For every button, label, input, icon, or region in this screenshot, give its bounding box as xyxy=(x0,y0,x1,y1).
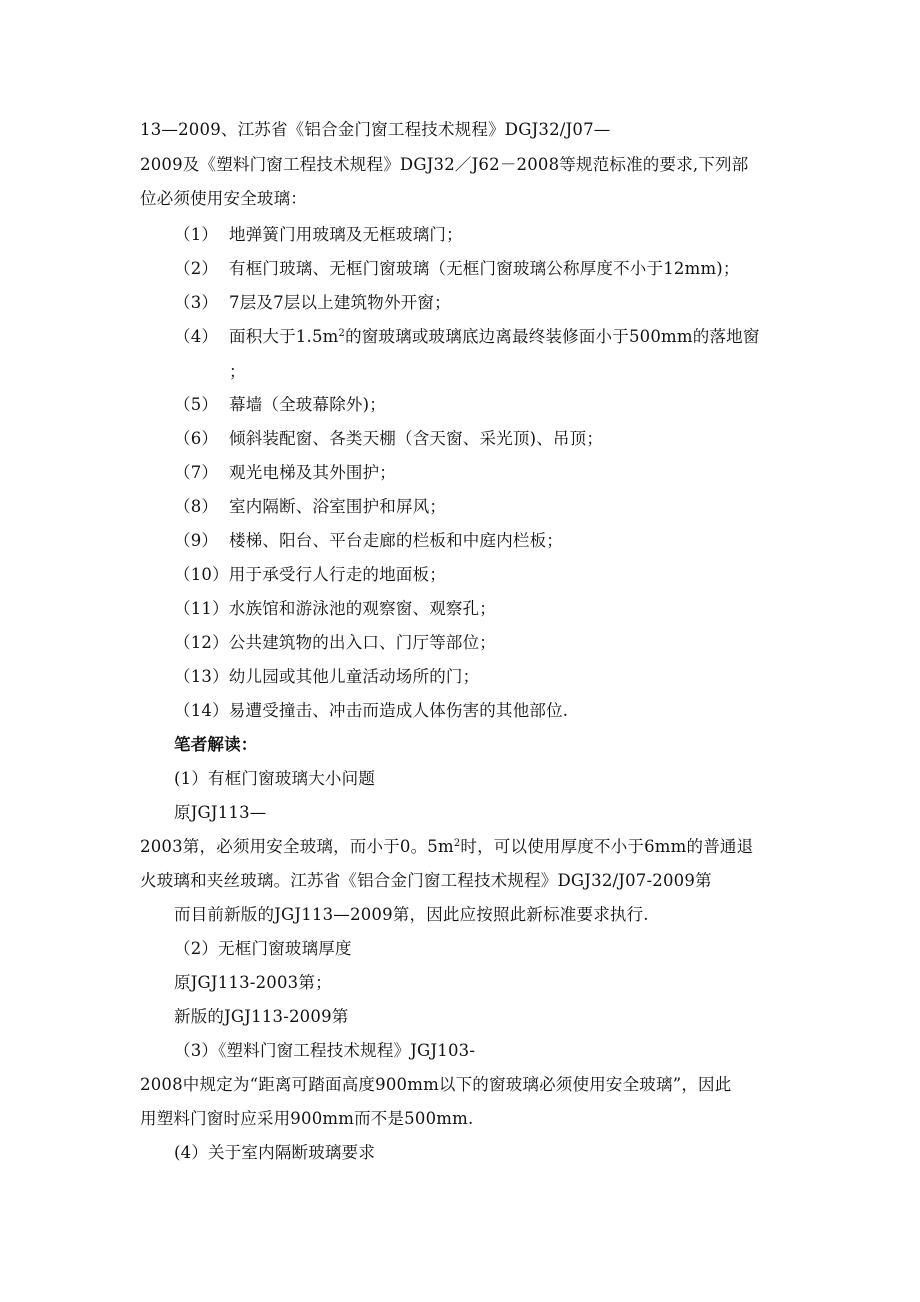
superscript: 2 xyxy=(453,838,461,849)
list-item xyxy=(174,632,496,654)
item-text: 地弹簧门用玻璃及无框玻璃门； xyxy=(229,225,463,244)
item-number: （4） xyxy=(174,327,219,346)
item-text: 幕墙（全玻幕除外)； xyxy=(229,395,386,414)
list-item xyxy=(174,598,496,620)
commentary-p1-line: 火玻璃和夹丝玻璃。江苏省《铝合金门窗工程技术规程》DGJ32/J07-2009第 xyxy=(140,871,712,890)
item-text: 水族馆和游泳池的观察窗、观察孔； xyxy=(228,599,496,618)
commentary-heading: 笔者解读： xyxy=(174,735,258,754)
commentary-p1-line: 而目前新版的JGJ113—2009第，因此应按照此新标准要求执行. xyxy=(174,905,649,924)
commentary-p3-title: （3）《塑料门窗工程技术规程》JGJ103- xyxy=(174,1041,476,1060)
item-number: （12） xyxy=(174,633,229,652)
list-item xyxy=(174,224,463,246)
item-number: （1） xyxy=(174,225,219,244)
paragraph-text: 2003第，必须用安全玻璃，而小于0。5m xyxy=(140,837,454,856)
intro-line-1: 13—2009、江苏省《铝合金门窗工程技术规程》DGJ32/J07— xyxy=(140,120,611,139)
item-number: （13） xyxy=(174,667,229,686)
list-item xyxy=(174,666,479,688)
list-item xyxy=(174,258,740,280)
commentary-p1-line xyxy=(140,836,753,858)
item-text: 易遭受撞击、冲击而造成人体伤害的其他部位. xyxy=(228,701,569,720)
intro-line-3: 位必须使用安全玻璃： xyxy=(140,189,307,208)
list-item xyxy=(174,428,603,450)
item-number: （7） xyxy=(174,463,219,482)
item-text: 用于承受行人行走的地面板； xyxy=(228,565,446,584)
item-number: （9） xyxy=(174,531,219,550)
item-text: 观光电梯及其外围护； xyxy=(229,463,396,482)
list-item xyxy=(174,700,568,722)
list-item xyxy=(174,496,446,518)
commentary-p3-line: 用塑料门窗时应采用900mm而不是500mm. xyxy=(140,1109,474,1128)
list-item-continuation: ； xyxy=(229,362,246,381)
list-item xyxy=(174,462,396,484)
item-text: 倾斜装配窗、各类天棚（含天窗、采光顶)、吊顶； xyxy=(229,429,604,448)
list-item xyxy=(174,530,563,552)
intro-line-2: 2009及《塑料门窗工程技术规程》DGJ32／J62－2008等规范标准的要求,下列部 xyxy=(140,155,749,174)
item-text: 7层及7层以上建筑物外开窗； xyxy=(229,293,451,312)
commentary-p4-title: (4）关于室内隔断玻璃要求 xyxy=(174,1143,376,1162)
item-number: （10） xyxy=(174,565,229,584)
commentary-p2-line: 新版的JGJ113-2009第 xyxy=(174,1007,349,1026)
item-text: 公共建筑物的出入口、门厅等部位； xyxy=(228,633,496,652)
item-number: （14） xyxy=(174,701,229,720)
commentary-p3-line: 2008中规定为“距离可踏面高度900mm以下的窗玻璃必须使用安全玻璃”，因此 xyxy=(140,1075,732,1094)
item-number: （11） xyxy=(174,599,229,618)
paragraph-text: 时，可以使用厚度不小于6mm的普通退 xyxy=(460,837,754,856)
list-item xyxy=(174,292,451,314)
list-item xyxy=(174,564,446,586)
item-number: （6） xyxy=(174,429,219,448)
item-text: 楼梯、阳台、平台走廊的栏板和中庭内栏板； xyxy=(229,531,563,550)
item-number: （8） xyxy=(174,497,219,516)
list-item xyxy=(174,326,760,348)
item-number: （2） xyxy=(174,259,219,278)
item-text: 室内隔断、浴室围护和屏风； xyxy=(229,497,447,516)
item-number: （3） xyxy=(174,293,219,312)
list-item xyxy=(174,394,386,416)
item-number: （5） xyxy=(174,395,219,414)
commentary-p2-line: 原JGJ113-2003第； xyxy=(174,973,332,992)
commentary-p1-title: (1）有框门窗玻璃大小问题 xyxy=(174,769,376,788)
item-text: 的窗玻璃或玻璃底边离最终装修面小于500mm的落地窗 xyxy=(345,327,760,346)
commentary-p1-line: 原JGJ113— xyxy=(174,803,267,822)
superscript: 2 xyxy=(338,328,346,339)
commentary-p2-title: （2）无框门窗玻璃厚度 xyxy=(174,939,352,958)
item-text: 有框门玻璃、无框门窗玻璃（无框门窗玻璃公称厚度不小于12mm)； xyxy=(229,259,740,278)
item-text: 面积大于1.5m xyxy=(229,327,339,346)
item-text: 幼儿园或其他儿童活动场所的门； xyxy=(228,667,480,686)
